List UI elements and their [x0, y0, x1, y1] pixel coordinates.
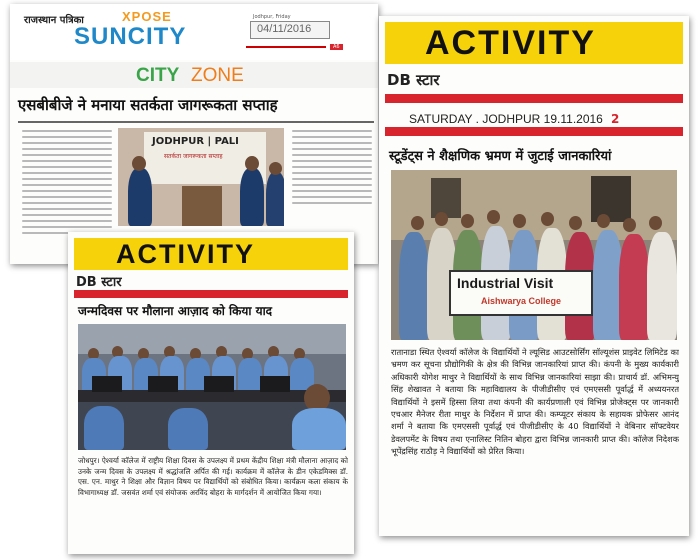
page-number: 2: [610, 112, 620, 126]
text-column-right: [292, 130, 372, 208]
masthead-xpose: XPOSE: [122, 9, 172, 24]
dateline-text: SATURDAY . JODHPUR 19.11.2016: [409, 112, 603, 126]
banner-sub: सतर्कता जागरूकता सप्ताह: [164, 153, 223, 160]
masthead-rule: [246, 46, 326, 48]
headline: स्टूडेंट्स ने शैक्षणिक भ्रमण में जुटाई जानकारियां: [389, 149, 612, 164]
text-column-left: [22, 130, 112, 238]
activity-banner: [385, 22, 683, 64]
page-number: A6: [330, 44, 343, 50]
dateline: [409, 108, 685, 124]
banner-text: JODHPUR | PALI: [152, 136, 239, 147]
date-box: [250, 21, 330, 39]
headline-rule: [18, 121, 374, 123]
banner-line1: Industrial Visit: [457, 275, 554, 291]
newspaper-clip-industrial-visit: [379, 16, 689, 536]
masthead: [10, 4, 378, 60]
headline: एसबीबीजे ने मनाया सतर्कता जागरूकता सप्ताह: [18, 96, 278, 114]
red-bar-bottom: [385, 127, 683, 136]
article-body: रातानाडा स्थित ऐश्वर्या कॉलेज के विद्यार्थियों ने ल्यूसिड आउटसोर्सिंग सॉल्यूशंस प्राइवेट लिमिटेड का भ्रमण कर सूचना प्रौद्योगिकी के क्षेत्र की विभिन्न जानकारियां प्राप्त की। कंपनी के मुख्य कार्यकारी अधिकारी योगेश माथुर ने विद्यार्थियों के साथ विभिन्न जानकारियां साझा की। प्राचार्य डॉ. अभिमन्यु सिंह शेखावत ने बताया कि महाविद्यालय के पीजीडीसीए एवं एमएससी पूर्वार्द्ध में अध्ययनरत विद्यार्थियों ने इसमें हिस्सा लिया तथा कंपनी की कार्यप्रणाली एवं विभिन्न प्रोजेक्ट्स पर जानकारी एचआर मैनेजर रीता माथुर के निर्देशन में प्राप्त की। कम्प्यूटर संकाय के सहायक प्रोफेसर आनंद शर्मा ने बताया कि एमएससी पूर्वार्द्ध एवं पीजीडीसीए के 40 विद्यार्थियों ने वेबिनार सॉफ्टवेयर डेवलपमेंट के विषय तथा एनालिस्ट नितिन बोहरा द्वारा विभिन्न जानकारी प्राप्त की। कॉलेज निदेशक भूपेंद्रसिंह राठौड़ ने विद्यार्थियों को प्रेरित किया।: [391, 347, 679, 457]
masthead-date: 04/11/2016: [257, 23, 312, 35]
activity-title: ACTIVITY: [425, 24, 596, 62]
masthead-hindi-label: राजस्थान पत्रिका: [24, 15, 84, 26]
section-zone: ZONE: [191, 65, 244, 86]
red-bar-top: [385, 94, 683, 103]
headline: जन्मदिवस पर मौलाना आज़ाद को किया याद: [78, 304, 273, 318]
podium: [182, 186, 222, 226]
seminar-photo: [118, 128, 284, 226]
activity-banner: [74, 238, 348, 270]
masthead-suncity: SUNCITY: [74, 23, 187, 50]
newspaper-clip-maulana-azad: [68, 232, 354, 554]
cityzone-band: [10, 62, 378, 88]
industrial-visit-banner: [449, 270, 593, 316]
db-star-logo: DB स्टार: [76, 275, 122, 290]
db-star-logo: DB स्टार: [387, 71, 440, 89]
date-label: Jodhpur, Friday: [253, 14, 291, 20]
newspaper-clip-suncity: [10, 4, 378, 264]
classroom-photo: [78, 324, 346, 450]
article-body: जोधपुर। ऐश्वर्या कॉलेज में राष्ट्रीय शिक्षा दिवस के उपलक्ष्य में प्रथम केंद्रीय शिक्षा मंत्री मौलाना आज़ाद को उनके जन्म दिवस के उपलक्ष्य में श्रद्धांजलि अर्पित की गई। कार्यक्रम में कॉलेज के डीन एकेडमिक्स डॉ. एस. एन. माथुर ने शिक्षा और विज्ञान विषय पर विद्यार्थियों को संबोधित किया। कार्यक्रम कला संकाय के विभागाध्यक्ष डॉ. जसवंत शर्मा एवं संयोजक अरविंद बोहरा के मार्गदर्शन में आयोजित किया गया।: [78, 456, 348, 497]
activity-title: ACTIVITY: [116, 239, 256, 269]
banner-line2: Aishwarya College: [481, 296, 562, 306]
industrial-visit-photo: [391, 170, 677, 340]
red-bar: [74, 290, 348, 298]
section-city: CITY: [136, 65, 180, 86]
